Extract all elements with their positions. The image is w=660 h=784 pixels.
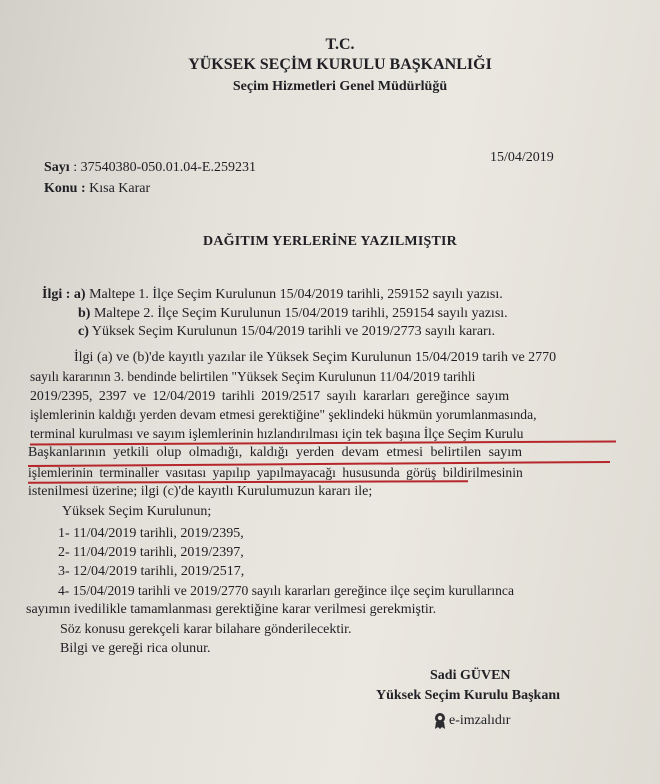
e-signature-seal-icon — [433, 712, 447, 730]
body-line: 2019/2395, 2397 ve 12/04/2019 tarihli 2019/2517 sayılı kararları gereğince sayım — [30, 388, 510, 403]
ilgi-item-c — [78, 324, 495, 340]
sayi-label: Sayı — [44, 160, 70, 175]
sayi-value: : 37540380-050.01.04-E.259231 — [73, 160, 256, 175]
subject-line — [44, 181, 150, 197]
ilgi-text: Yüksek Seçim Kurulunun 15/04/2019 tarihli ve 2019/2773 sayılı kararı. — [91, 324, 496, 339]
list-item: 4- 15/04/2019 tarihli ve 2019/2770 sayılı kararları gereğince ilçe seçim kurullarınca — [58, 583, 514, 598]
e-signature — [433, 712, 510, 730]
ilgi-text: Maltepe 2. İlçe Seçim Kurulunun 15/04/2019 tarihli, 259154 sayılı yazısı. — [93, 306, 508, 321]
ilgi-item-b — [78, 306, 508, 322]
body-line: işlemlerinin kaldığı yerden devam etmesi gerektiğine" şeklindeki hükmün yorumlanmasında, — [30, 407, 537, 422]
body-line: Bilgi ve gereği rica olunur. — [60, 641, 211, 656]
konu-value: Kısa Karar — [89, 181, 151, 196]
ilgi-item-a — [42, 287, 503, 303]
red-underline — [28, 480, 468, 483]
signatory-title: Yüksek Seçim Kurulu Başkanı — [376, 688, 560, 703]
ilgi-marker: c) — [78, 324, 89, 339]
konu-label: Konu : — [44, 181, 86, 196]
body-line: İlgi (a) ve (b)'de kayıtlı yazılar ile Yüksek Seçim Kurulunun 15/04/2019 tarih ve 2770 — [74, 350, 557, 365]
header-department: Seçim Hizmetleri Genel Müdürlüğü — [232, 79, 448, 94]
list-item: 3- 12/04/2019 tarihli, 2019/2517, — [58, 564, 245, 579]
ilgi-label: İlgi : — [42, 287, 71, 302]
header-tc: T.C. — [325, 36, 355, 53]
list-item: 2- 11/04/2019 tarihli, 2019/2397, — [58, 545, 244, 560]
header-institution: YÜKSEK SEÇİM KURULU BAŞKANLIĞI — [188, 56, 492, 73]
body-line: Başkanlarının yetkili olup olmadığı, kaldığı yerden devam etmesi belirtilen sayım — [28, 445, 523, 460]
ilgi-marker: b) — [78, 306, 91, 321]
document-date: 15/04/2019 — [490, 150, 554, 165]
distribution-heading: DAĞITIM YERLERİNE YAZILMIŞTIR — [203, 234, 457, 249]
body-line: istenilmesi üzerine; ilgi (c)'de kayıtlı Kurulumuzun kararı ile; — [28, 484, 373, 499]
body-line: Söz konusu gerekçeli karar bilahare gönderilecektir. — [60, 622, 352, 637]
e-signature-label: e-imzalıdır — [449, 713, 511, 728]
list-item: 1- 11/04/2019 tarihli, 2019/2395, — [58, 526, 244, 541]
body-line: sayılı kararının 3. bendinde belirtilen "Yüksek Seçim Kurulunun 11/04/2019 tarihli — [30, 369, 476, 384]
signatory-name: Sadi GÜVEN — [430, 668, 511, 683]
ilgi-text: Maltepe 1. İlçe Seçim Kurulunun 15/04/2019 tarihli, 259152 sayılı yazısı. — [89, 287, 503, 302]
body-line: sayımın ivedilikle tamamlanması gerektiğine karar verilmesi gerekmiştir. — [26, 602, 437, 617]
body-line: işlemlerinin terminaller vasıtası yapılıp yapılmayacağı hususunda görüş bildirilmesinin — [28, 465, 523, 480]
reference-number — [44, 160, 256, 176]
body-line: terminal kurulması ve sayım işlemlerinin hızlandırılması için tek başına İlçe Seçim Kurulu — [30, 426, 524, 441]
ilgi-marker: a) — [73, 287, 86, 302]
body-line: Yüksek Seçim Kurulunun; — [62, 504, 212, 519]
